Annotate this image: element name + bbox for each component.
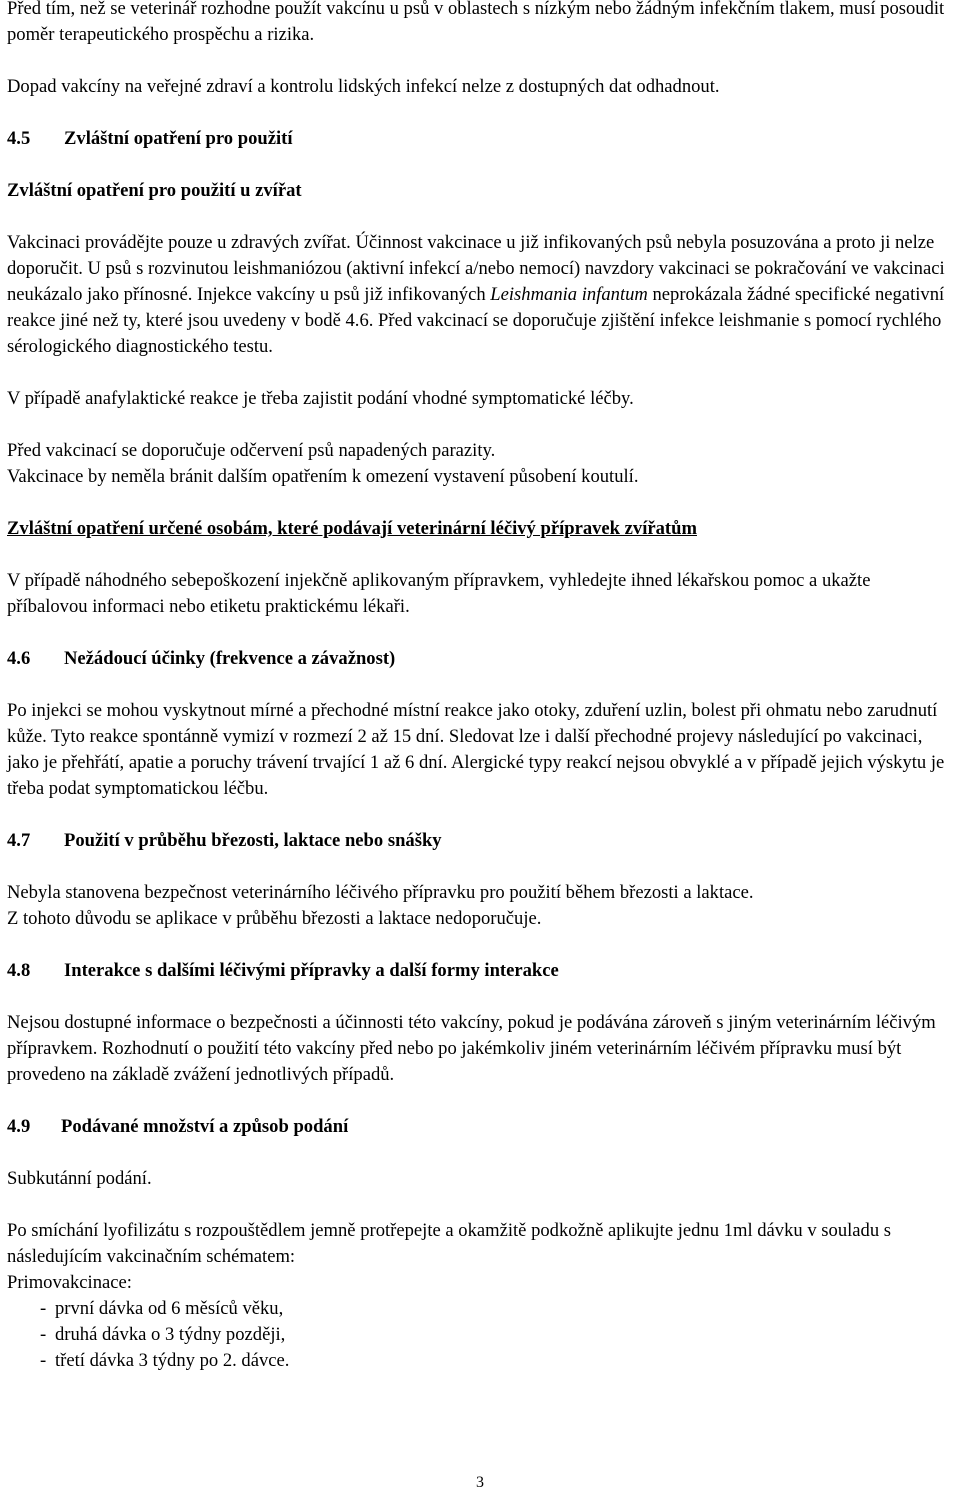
section-title: Interakce s dalšími léčivými přípravky a další formy interakce	[64, 960, 559, 981]
paragraph-public-health: Dopad vakcíny na veřejné zdraví a kontrolu lidských infekcí nelze z dostupných dat odhadnout.	[7, 76, 720, 97]
paragraph-sandflies: Vakcinace by neměla bránit dalším opatřením k omezení vystavení působení koutulí.	[7, 466, 639, 487]
list-item	[7, 1322, 952, 1348]
subheading-persons: Zvláštní opatření určené osobám, které podávají veterinární léčivý přípravek zvířatům	[7, 518, 697, 539]
section-title: Podávané množství a způsob podání	[61, 1116, 349, 1137]
section-heading-4-7	[7, 828, 952, 854]
section-title: Zvláštní opatření pro použití	[64, 128, 293, 149]
paragraph-pregnancy-advice: Z tohoto důvodu se aplikace v průběhu březosti a laktace nedoporučuje.	[7, 908, 542, 929]
paragraph-self-injection: V případě náhodného sebepoškození injekčně aplikovaným přípravkem, vyhledejte ihned lékařskou pomoc a ukažte příbalovou informaci nebo etiketu praktickému lékaři.	[7, 570, 871, 617]
section-number: 4.7	[7, 830, 31, 851]
paragraph-dosage: Po smíchání lyofilizátu s rozpouštědlem jemně protřepejte a okamžitě podkožně aplikujte jednu 1ml dávku v souladu s následujícím vakcinačním schématem:	[7, 1220, 892, 1267]
list-dash: -	[40, 1350, 47, 1371]
paragraph-primovaccination: Primovakcinace:	[7, 1272, 132, 1293]
paragraph-deworming: Před vakcinací se doporučuje odčervení psů napadených parazity.	[7, 440, 496, 461]
species-name: Leishmania infantum	[490, 284, 648, 305]
paragraph-pregnancy-safety: Nebyla stanovena bezpečnost veterinárního léčivého přípravku pro použití během březosti a laktace.	[7, 882, 754, 903]
paragraph-adverse-reactions: Po injekci se mohou vyskytnout mírné a přechodné místní reakce jako otoky, zduření uzlin, bolest při ohmatu nebo zarudnutí kůže. Tyto reakce spontánně vymizí v rozmezí 2 až 15 dní. Sledovat lze i další přechodné projevy následující po vakcinaci, jako je přehřátí, apatie a poruchy trávení trvající 1 až 6 dní. Alergické typy reakcí nejsou obvyklé a v případě jejich výskytu je třeba podat symptomatickou léčbu.	[7, 700, 945, 799]
list-dash: -	[40, 1324, 47, 1345]
text-run: Vakcinaci provádějte pouze u zdravých zvířat. Účinnost vakcinace u již infikovaných psů nebyla posuzována a proto ji nelze doporučit. U psů s rozvinutou leishmaniózou (aktivní infekcí a/nebo nemocí) navzdory vakcinaci se pokračování ve vakcinaci neukázalo jako přínosné. Injekce vakcíny u psů již infikovaných	[7, 232, 945, 305]
paragraph-anaphylaxis: V případě anafylaktické reakce je třeba zajistit podání vhodné symptomatické léčby.	[7, 388, 634, 409]
list-item-text: první dávka od 6 měsíců věku,	[55, 1298, 284, 1319]
section-heading-4-8	[7, 958, 952, 984]
paragraph-veterinarian-risk: Před tím, než se veterinář rozhodne použít vakcínu u psů v oblastech s nízkým nebo žádným infekčním tlakem, musí posoudit poměr terapeutického prospěchu a rizika.	[7, 0, 945, 45]
section-number: 4.9	[7, 1116, 31, 1137]
paragraph-route: Subkutánní podání.	[7, 1168, 152, 1189]
list-item	[7, 1296, 952, 1322]
page-number: 3	[476, 1474, 484, 1491]
subheading-animals: Zvláštní opatření pro použití u zvířat	[7, 180, 302, 201]
section-heading-4-5	[7, 126, 952, 152]
section-number: 4.6	[7, 648, 31, 669]
text-run: neprokázala žádné specifické negativní reakce jiné než ty, které jsou uvedeny v bodě 4.6. Před vakcinací se doporučuje zjištění infekce leishmanie s pomocí rychlého sérologického diagnostického testu.	[7, 284, 945, 357]
section-number: 4.8	[7, 960, 31, 981]
section-title: Nežádoucí účinky (frekvence a závažnost)	[64, 648, 396, 669]
section-heading-4-9	[7, 1114, 952, 1140]
document-page	[7, 0, 952, 1374]
list-item	[7, 1348, 952, 1374]
paragraph-interactions: Nejsou dostupné informace o bezpečnosti a účinnosti této vakcíny, pokud je podávána zároveň s jiným veterinárním léčivým přípravkem. Rozhodnutí o použití této vakcíny před nebo po jakémkoliv jiném veterinárním léčivém přípravku musí být provedeno na základě zvážení jednotlivých případů.	[7, 1012, 936, 1085]
list-item-text: třetí dávka 3 týdny po 2. dávce.	[55, 1350, 290, 1371]
section-title: Použití v průběhu březosti, laktace nebo snášky	[64, 830, 442, 851]
section-number: 4.5	[7, 128, 31, 149]
section-heading-4-6	[7, 646, 952, 672]
list-dash: -	[40, 1298, 47, 1319]
paragraph-healthy-animals	[7, 230, 952, 360]
list-item-text: druhá dávka o 3 týdny později,	[55, 1324, 286, 1345]
